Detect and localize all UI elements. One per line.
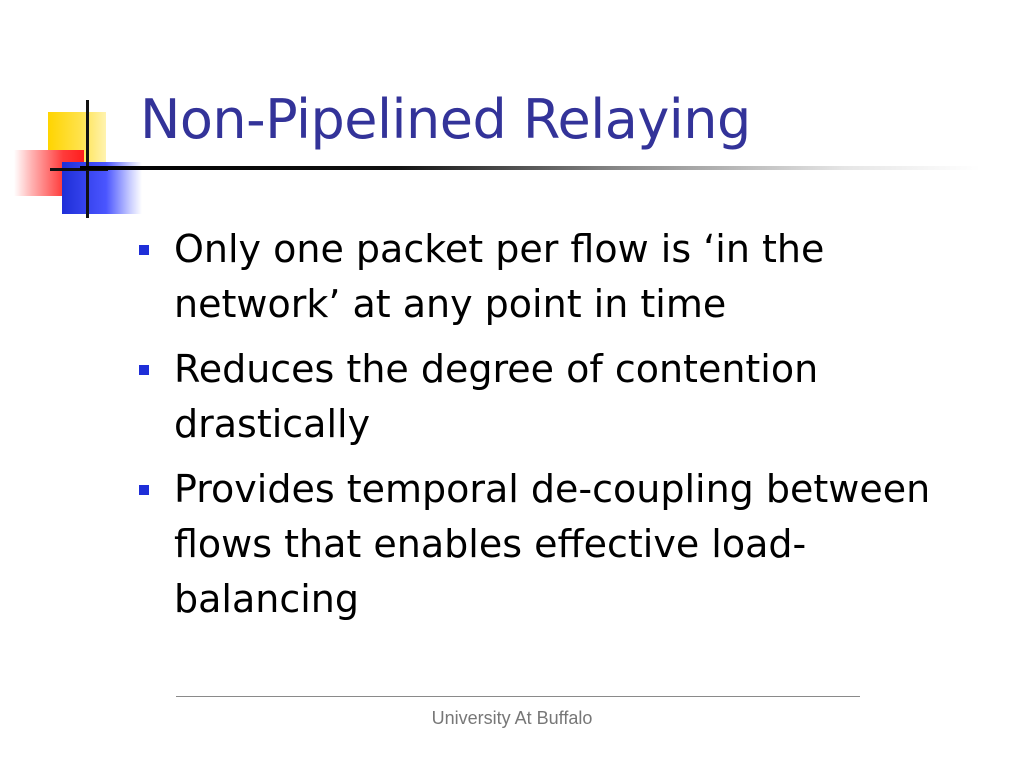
decorative-logo <box>0 0 160 230</box>
footer-text: University At Buffalo <box>431 708 593 728</box>
footer-divider <box>176 696 860 697</box>
bullet-list <box>136 222 986 637</box>
vertical-line <box>86 100 89 218</box>
bullet-icon <box>139 485 149 495</box>
bullet-text: Reduces the degree of contention drastically <box>174 347 819 446</box>
bullet-item <box>136 222 986 332</box>
slide-title: Non-Pipelined Relaying <box>140 88 751 151</box>
title-underline <box>80 166 980 170</box>
bullet-icon <box>139 365 149 375</box>
bullet-text: Provides temporal de-coupling between flows that enables effective load-balancing <box>174 467 931 621</box>
bullet-icon <box>139 245 149 255</box>
bullet-text: Only one packet per flow is ‘in the network’ at any point in time <box>174 227 825 326</box>
bullet-item <box>136 462 986 627</box>
bullet-item <box>136 342 986 452</box>
